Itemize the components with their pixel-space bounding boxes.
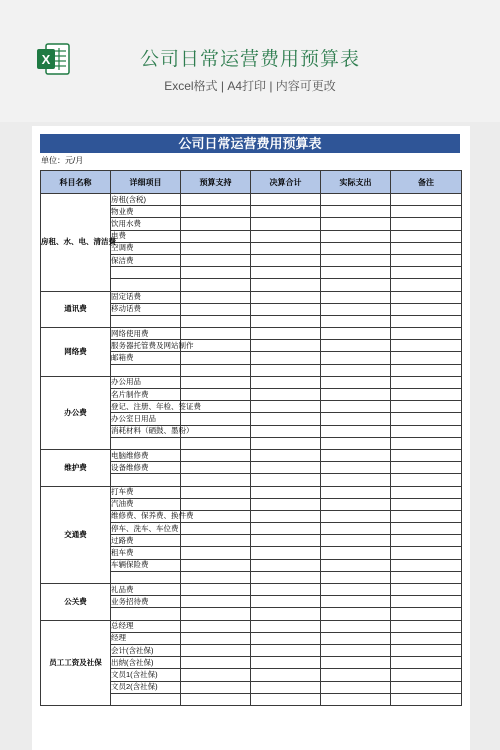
item-cell[interactable]: 总经理 xyxy=(111,620,181,632)
value-cell[interactable] xyxy=(181,681,251,693)
value-cell[interactable] xyxy=(391,352,462,364)
value-cell[interactable] xyxy=(321,254,391,266)
category-cell[interactable]: 公关费 xyxy=(41,584,111,621)
value-cell[interactable] xyxy=(251,340,321,352)
item-cell[interactable]: 保洁费 xyxy=(111,254,181,266)
value-cell[interactable] xyxy=(321,462,391,474)
category-cell[interactable]: 通讯费 xyxy=(41,291,111,328)
value-cell[interactable] xyxy=(251,254,321,266)
value-cell[interactable] xyxy=(391,364,462,376)
category-cell[interactable]: 员工工资及社保 xyxy=(41,620,111,705)
value-cell[interactable] xyxy=(391,584,462,596)
value-cell[interactable] xyxy=(251,206,321,218)
value-cell[interactable] xyxy=(391,340,462,352)
value-cell[interactable] xyxy=(251,352,321,364)
value-cell[interactable] xyxy=(181,657,251,669)
value-cell[interactable] xyxy=(321,547,391,559)
value-cell[interactable] xyxy=(251,620,321,632)
value-cell[interactable] xyxy=(391,596,462,608)
svg-text:X: X xyxy=(41,52,51,67)
value-cell[interactable] xyxy=(181,206,251,218)
value-cell[interactable] xyxy=(251,474,321,486)
item-cell[interactable]: 电脑维修费 xyxy=(111,449,181,461)
value-cell[interactable] xyxy=(391,462,462,474)
value-cell[interactable] xyxy=(391,389,462,401)
item-cell[interactable]: 邮箱费 xyxy=(111,352,181,364)
item-cell[interactable] xyxy=(111,437,181,449)
value-cell[interactable] xyxy=(181,267,251,279)
item-cell[interactable]: 打车费 xyxy=(111,486,181,498)
value-cell[interactable] xyxy=(391,669,462,681)
value-cell[interactable] xyxy=(321,510,391,522)
value-cell[interactable] xyxy=(391,523,462,535)
value-cell[interactable] xyxy=(181,315,251,327)
value-cell[interactable] xyxy=(321,315,391,327)
value-cell[interactable] xyxy=(391,693,462,705)
value-cell[interactable] xyxy=(181,644,251,656)
item-cell[interactable] xyxy=(111,693,181,705)
category-cell[interactable]: 房租、水、电、清洁费 xyxy=(41,194,111,292)
item-cell[interactable] xyxy=(111,608,181,620)
column-header: 备注 xyxy=(391,171,462,194)
item-cell[interactable] xyxy=(111,279,181,291)
column-header: 详细项目 xyxy=(111,171,181,194)
value-cell[interactable] xyxy=(391,486,462,498)
value-cell[interactable] xyxy=(321,194,391,206)
column-header: 科目名称 xyxy=(41,171,111,194)
value-cell[interactable] xyxy=(391,328,462,340)
value-cell[interactable] xyxy=(251,559,321,571)
item-cell[interactable]: 服务器托管费及网站制作 xyxy=(111,340,181,352)
value-cell[interactable] xyxy=(251,401,321,413)
value-cell[interactable] xyxy=(391,632,462,644)
value-cell[interactable] xyxy=(251,364,321,376)
value-cell[interactable] xyxy=(321,620,391,632)
spreadsheet xyxy=(32,126,470,750)
table-row xyxy=(41,449,462,461)
item-cell[interactable]: 经理 xyxy=(111,632,181,644)
table-row xyxy=(41,584,462,596)
value-cell[interactable] xyxy=(251,596,321,608)
value-cell[interactable] xyxy=(251,315,321,327)
value-cell[interactable] xyxy=(251,669,321,681)
value-cell[interactable] xyxy=(391,218,462,230)
value-cell[interactable] xyxy=(181,328,251,340)
value-cell[interactable] xyxy=(321,498,391,510)
value-cell[interactable] xyxy=(321,657,391,669)
value-cell[interactable] xyxy=(181,523,251,535)
category-cell[interactable]: 网络费 xyxy=(41,328,111,377)
item-cell[interactable] xyxy=(111,364,181,376)
value-cell[interactable] xyxy=(321,523,391,535)
value-cell[interactable] xyxy=(391,315,462,327)
value-cell[interactable] xyxy=(321,474,391,486)
value-cell[interactable] xyxy=(251,425,321,437)
item-cell[interactable]: 消耗材料（硒鼓、墨粉） xyxy=(111,425,181,437)
value-cell[interactable] xyxy=(181,498,251,510)
value-cell[interactable] xyxy=(391,559,462,571)
value-cell[interactable] xyxy=(391,547,462,559)
value-cell[interactable] xyxy=(391,681,462,693)
value-cell[interactable] xyxy=(391,376,462,388)
value-cell[interactable] xyxy=(391,437,462,449)
item-cell[interactable]: 名片制作费 xyxy=(111,389,181,401)
value-cell[interactable] xyxy=(181,584,251,596)
value-cell[interactable] xyxy=(391,510,462,522)
value-cell[interactable] xyxy=(251,413,321,425)
value-cell[interactable] xyxy=(391,535,462,547)
value-cell[interactable] xyxy=(181,303,251,315)
value-cell[interactable] xyxy=(321,267,391,279)
value-cell[interactable] xyxy=(321,218,391,230)
value-cell[interactable] xyxy=(181,437,251,449)
value-cell[interactable] xyxy=(251,437,321,449)
value-cell[interactable] xyxy=(321,559,391,571)
value-cell[interactable] xyxy=(251,693,321,705)
value-cell[interactable] xyxy=(251,571,321,583)
value-cell[interactable] xyxy=(321,693,391,705)
value-cell[interactable] xyxy=(181,291,251,303)
table-header-row xyxy=(41,171,462,194)
value-cell[interactable] xyxy=(391,498,462,510)
item-cell[interactable]: 物业费 xyxy=(111,206,181,218)
value-cell[interactable] xyxy=(251,535,321,547)
item-cell[interactable]: 车辆保险费 xyxy=(111,559,181,571)
value-cell[interactable] xyxy=(181,669,251,681)
item-cell[interactable]: 文员1(含社保) xyxy=(111,669,181,681)
value-cell[interactable] xyxy=(251,547,321,559)
item-cell[interactable]: 停车、洗车、车位费 xyxy=(111,523,181,535)
value-cell[interactable] xyxy=(391,571,462,583)
value-cell[interactable] xyxy=(391,449,462,461)
value-cell[interactable] xyxy=(181,535,251,547)
value-cell[interactable] xyxy=(181,242,251,254)
item-cell[interactable]: 汽油费 xyxy=(111,498,181,510)
value-cell[interactable] xyxy=(391,413,462,425)
value-cell[interactable] xyxy=(321,230,391,242)
value-cell[interactable] xyxy=(251,194,321,206)
value-cell[interactable] xyxy=(181,194,251,206)
value-cell[interactable] xyxy=(391,608,462,620)
value-cell[interactable] xyxy=(181,352,251,364)
item-cell[interactable]: 电费 xyxy=(111,230,181,242)
value-cell[interactable] xyxy=(391,267,462,279)
value-cell[interactable] xyxy=(321,437,391,449)
value-cell[interactable] xyxy=(321,352,391,364)
value-cell[interactable] xyxy=(251,303,321,315)
value-cell[interactable] xyxy=(321,425,391,437)
value-cell[interactable] xyxy=(391,206,462,218)
item-cell[interactable]: 业务招待费 xyxy=(111,596,181,608)
item-cell[interactable]: 礼品费 xyxy=(111,584,181,596)
value-cell[interactable] xyxy=(181,693,251,705)
table-row xyxy=(41,291,462,303)
value-cell[interactable] xyxy=(391,401,462,413)
value-cell[interactable] xyxy=(181,559,251,571)
value-cell[interactable] xyxy=(251,328,321,340)
value-cell[interactable] xyxy=(181,620,251,632)
column-header: 决算合计 xyxy=(251,171,321,194)
table-row xyxy=(41,486,462,498)
table-row xyxy=(41,620,462,632)
value-cell[interactable] xyxy=(251,449,321,461)
value-cell[interactable] xyxy=(181,218,251,230)
value-cell[interactable] xyxy=(321,596,391,608)
value-cell[interactable] xyxy=(391,425,462,437)
budget-table xyxy=(40,170,462,706)
value-cell[interactable] xyxy=(321,376,391,388)
value-cell[interactable] xyxy=(181,486,251,498)
value-cell[interactable] xyxy=(251,523,321,535)
value-cell[interactable] xyxy=(321,413,391,425)
value-cell[interactable] xyxy=(251,584,321,596)
column-header: 实际支出 xyxy=(321,171,391,194)
value-cell[interactable] xyxy=(321,632,391,644)
value-cell[interactable] xyxy=(251,498,321,510)
item-cell[interactable]: 网络使用费 xyxy=(111,328,181,340)
value-cell[interactable] xyxy=(391,644,462,656)
value-cell[interactable] xyxy=(321,364,391,376)
value-cell[interactable] xyxy=(321,401,391,413)
value-cell[interactable] xyxy=(321,486,391,498)
value-cell[interactable] xyxy=(391,230,462,242)
value-cell[interactable] xyxy=(181,364,251,376)
item-cell[interactable] xyxy=(111,571,181,583)
item-cell[interactable]: 会计(含社保) xyxy=(111,644,181,656)
value-cell[interactable] xyxy=(391,303,462,315)
table-row xyxy=(41,328,462,340)
item-cell[interactable] xyxy=(111,315,181,327)
value-cell[interactable] xyxy=(391,620,462,632)
category-cell[interactable]: 维护费 xyxy=(41,449,111,486)
item-cell[interactable]: 登记、注册、年检、签证费 xyxy=(111,401,181,413)
value-cell[interactable] xyxy=(321,449,391,461)
column-header: 预算支持 xyxy=(181,171,251,194)
item-cell[interactable]: 设备维修费 xyxy=(111,462,181,474)
value-cell[interactable] xyxy=(321,328,391,340)
value-cell[interactable] xyxy=(321,279,391,291)
value-cell[interactable] xyxy=(181,449,251,461)
value-cell[interactable] xyxy=(321,291,391,303)
item-cell[interactable]: 固定话费 xyxy=(111,291,181,303)
value-cell[interactable] xyxy=(251,291,321,303)
item-cell[interactable] xyxy=(111,267,181,279)
value-cell[interactable] xyxy=(251,510,321,522)
unit-label: 单位：元/月 xyxy=(41,156,84,165)
value-cell[interactable] xyxy=(251,657,321,669)
value-cell[interactable] xyxy=(181,608,251,620)
value-cell[interactable] xyxy=(181,279,251,291)
value-cell[interactable] xyxy=(181,230,251,242)
category-cell[interactable]: 交通费 xyxy=(41,486,111,584)
value-cell[interactable] xyxy=(251,279,321,291)
value-cell[interactable] xyxy=(391,194,462,206)
value-cell[interactable] xyxy=(251,632,321,644)
value-cell[interactable] xyxy=(391,279,462,291)
value-cell[interactable] xyxy=(181,474,251,486)
value-cell[interactable] xyxy=(391,474,462,486)
value-cell[interactable] xyxy=(321,242,391,254)
item-cell[interactable]: 饮用水费 xyxy=(111,218,181,230)
item-cell[interactable]: 办公用品 xyxy=(111,376,181,388)
item-cell[interactable]: 办公室日用品 xyxy=(111,413,181,425)
item-cell[interactable] xyxy=(111,474,181,486)
value-cell[interactable] xyxy=(251,218,321,230)
value-cell[interactable] xyxy=(251,267,321,279)
value-cell[interactable] xyxy=(321,571,391,583)
sheet-title: 公司日常运营费用预算表 xyxy=(40,134,460,153)
value-cell[interactable] xyxy=(181,547,251,559)
value-cell[interactable] xyxy=(251,242,321,254)
item-cell[interactable]: 空调费 xyxy=(111,242,181,254)
value-cell[interactable] xyxy=(251,389,321,401)
value-cell[interactable] xyxy=(321,340,391,352)
value-cell[interactable] xyxy=(321,669,391,681)
value-cell[interactable] xyxy=(321,608,391,620)
value-cell[interactable] xyxy=(181,596,251,608)
value-cell[interactable] xyxy=(251,644,321,656)
item-cell[interactable]: 过路费 xyxy=(111,535,181,547)
value-cell[interactable] xyxy=(321,389,391,401)
category-cell[interactable]: 办公费 xyxy=(41,376,111,449)
table-row xyxy=(41,376,462,388)
value-cell[interactable] xyxy=(321,681,391,693)
value-cell[interactable] xyxy=(251,376,321,388)
value-cell[interactable] xyxy=(321,535,391,547)
value-cell[interactable] xyxy=(251,486,321,498)
item-cell[interactable]: 移动话费 xyxy=(111,303,181,315)
item-cell[interactable]: 出纳(含社保) xyxy=(111,657,181,669)
value-cell[interactable] xyxy=(181,632,251,644)
value-cell[interactable] xyxy=(391,254,462,266)
value-cell[interactable] xyxy=(321,584,391,596)
value-cell[interactable] xyxy=(251,462,321,474)
value-cell[interactable] xyxy=(251,681,321,693)
table-row xyxy=(41,194,462,206)
value-cell[interactable] xyxy=(251,608,321,620)
value-cell[interactable] xyxy=(251,230,321,242)
item-cell[interactable]: 房租(含税) xyxy=(111,194,181,206)
value-cell[interactable] xyxy=(321,206,391,218)
value-cell[interactable] xyxy=(181,376,251,388)
value-cell[interactable] xyxy=(391,291,462,303)
value-cell[interactable] xyxy=(391,657,462,669)
value-cell[interactable] xyxy=(321,303,391,315)
item-cell[interactable]: 维修费、保养费、换件费 xyxy=(111,510,181,522)
value-cell[interactable] xyxy=(391,242,462,254)
table-body xyxy=(41,194,462,706)
value-cell[interactable] xyxy=(181,389,251,401)
page-title: 公司日常运营费用预算表 xyxy=(139,49,360,70)
page-subtitle: Excel格式 | A4打印 | 内容可更改 xyxy=(164,79,336,93)
value-cell[interactable] xyxy=(181,413,251,425)
value-cell[interactable] xyxy=(181,571,251,583)
value-cell[interactable] xyxy=(181,254,251,266)
page-header xyxy=(0,0,500,122)
value-cell[interactable] xyxy=(321,644,391,656)
item-cell[interactable]: 文员2(含社保) xyxy=(111,681,181,693)
value-cell[interactable] xyxy=(181,462,251,474)
item-cell[interactable]: 租车费 xyxy=(111,547,181,559)
